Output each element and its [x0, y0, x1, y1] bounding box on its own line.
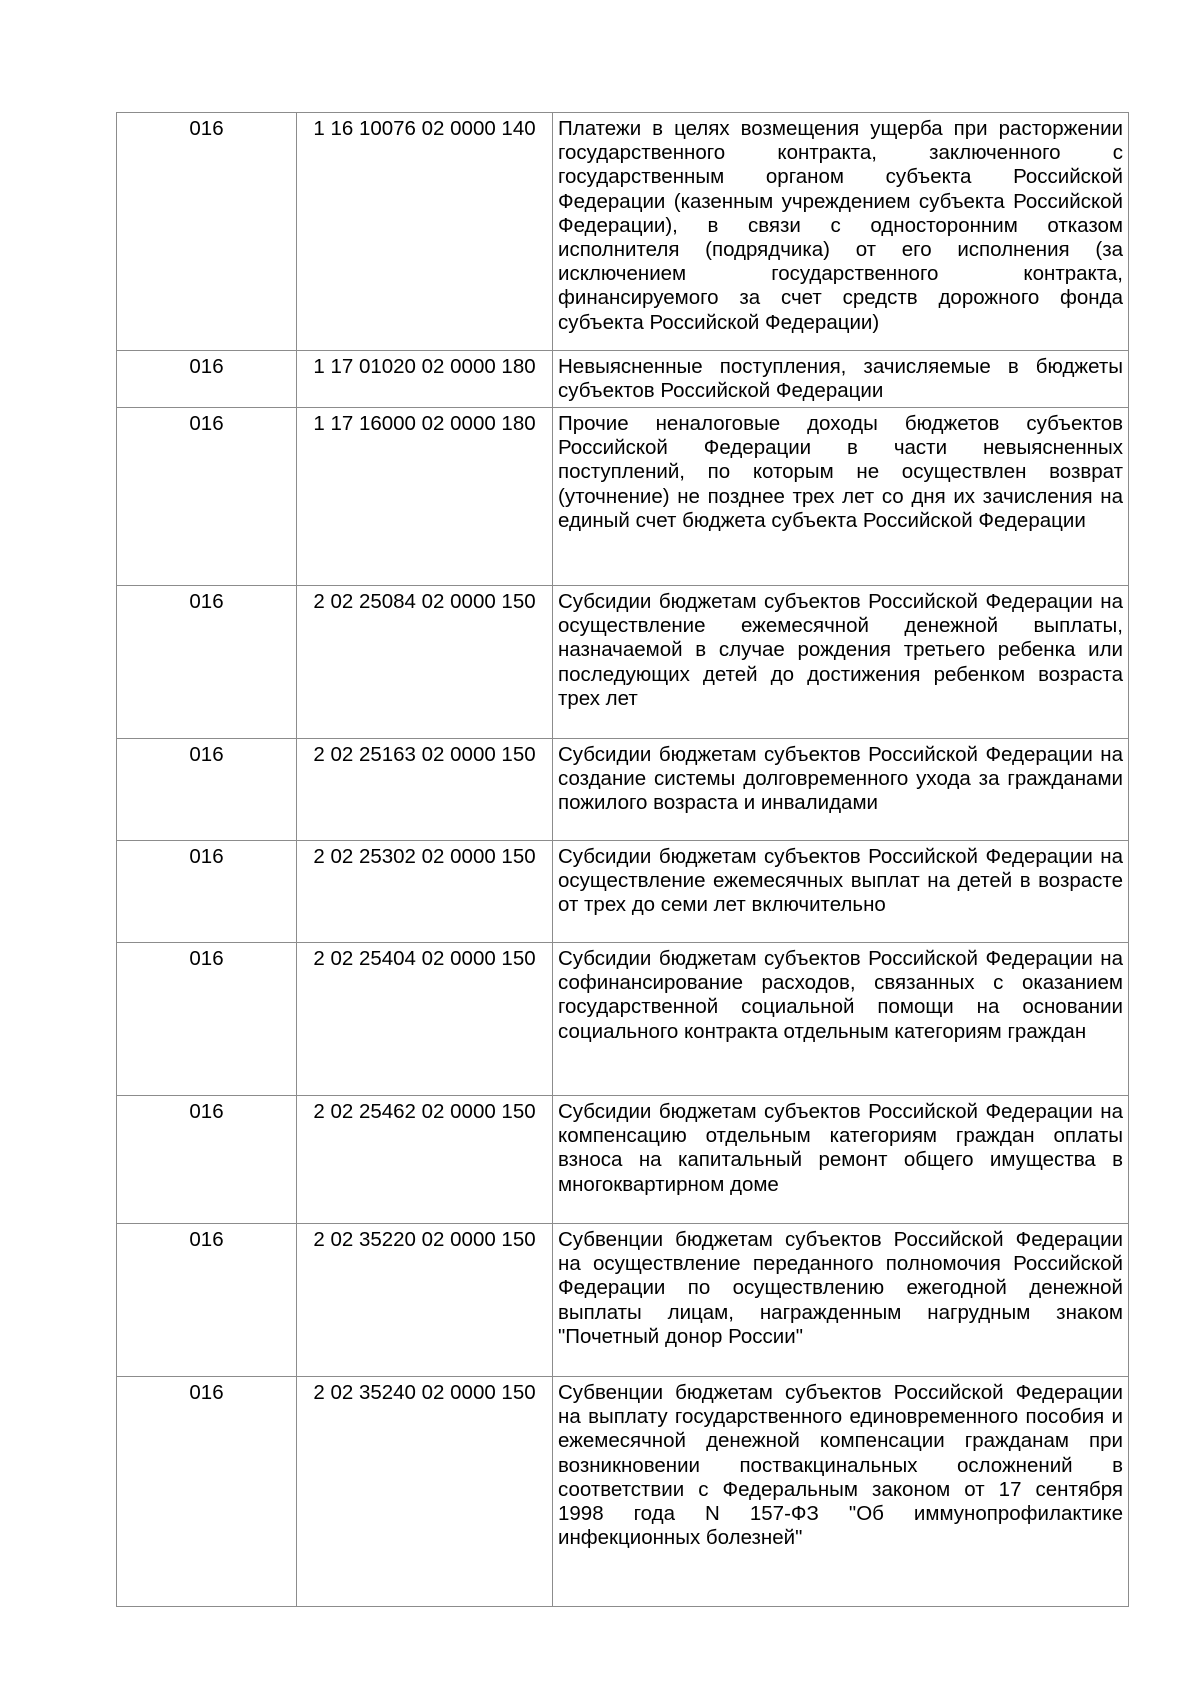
revenue-code-cell: 2 02 25163 02 0000 150 — [297, 739, 553, 841]
revenue-code-cell: 2 02 25302 02 0000 150 — [297, 841, 553, 943]
admin-code-cell: 016 — [117, 351, 297, 408]
revenue-code-cell: 1 16 10076 02 0000 140 — [297, 113, 553, 351]
revenue-code-cell: 2 02 35220 02 0000 150 — [297, 1224, 553, 1377]
revenue-codes-table — [116, 112, 1129, 1607]
admin-code-cell: 016 — [117, 1224, 297, 1377]
admin-code-cell: 016 — [117, 841, 297, 943]
admin-code-cell: 016 — [117, 739, 297, 841]
revenue-code-cell: 1 17 16000 02 0000 180 — [297, 408, 553, 586]
description-cell: Платежи в целях возмещения ущерба при расторжении государственного контракта, заключенного с государственным органом субъекта Российской Федерации (казенным учреждением субъекта Российской Федерации), в связи с односторонним отказом исполнителя (подрядчика) от его исполнения (за исключением государственного контракта, финансируемого за счет средств дорожного фонда субъекта Российской Федерации) — [553, 113, 1129, 351]
description-cell: Субсидии бюджетам субъектов Российской Федерации на создание системы долговременного ухода за гражданами пожилого возраста и инвалидами — [553, 739, 1129, 841]
admin-code-cell: 016 — [117, 408, 297, 586]
revenue-code-cell: 1 17 01020 02 0000 180 — [297, 351, 553, 408]
table-row — [117, 841, 1129, 943]
description-cell: Субвенции бюджетам субъектов Российской Федерации на выплату государственного единовременного пособия и ежемесячной денежной компенсации гражданам при возникновении поствакцинальных осложнений в соответствии с Федеральным законом от 17 сентября 1998 года N 157-ФЗ "Об иммунопрофилактике инфекционных болезней" — [553, 1377, 1129, 1607]
admin-code-cell: 016 — [117, 113, 297, 351]
table-row — [117, 1224, 1129, 1377]
description-cell: Субсидии бюджетам субъектов Российской Федерации на осуществление ежемесячных выплат на детей в возрасте от трех до семи лет включительно — [553, 841, 1129, 943]
admin-code-cell: 016 — [117, 1377, 297, 1607]
description-cell: Субсидии бюджетам субъектов Российской Федерации на компенсацию отдельным категориям граждан оплаты взноса на капитальный ремонт общего имущества в многоквартирном доме — [553, 1096, 1129, 1224]
table-row — [117, 1377, 1129, 1607]
admin-code-cell: 016 — [117, 586, 297, 739]
table-row — [117, 586, 1129, 739]
revenue-code-cell: 2 02 35240 02 0000 150 — [297, 1377, 553, 1607]
admin-code-cell: 016 — [117, 1096, 297, 1224]
table-row — [117, 1096, 1129, 1224]
admin-code-cell: 016 — [117, 943, 297, 1096]
revenue-code-cell: 2 02 25404 02 0000 150 — [297, 943, 553, 1096]
revenue-code-cell: 2 02 25462 02 0000 150 — [297, 1096, 553, 1224]
description-cell: Субвенции бюджетам субъектов Российской Федерации на осуществление переданного полномочия Российской Федерации по осуществлению ежегодной денежной выплаты лицам, награжденным нагрудным знаком "Почетный донор России" — [553, 1224, 1129, 1377]
table-row — [117, 113, 1129, 351]
description-cell: Невыясненные поступления, зачисляемые в бюджеты субъектов Российской Федерации — [553, 351, 1129, 408]
description-cell: Прочие неналоговые доходы бюджетов субъектов Российской Федерации в части невыясненных поступлений, по которым не осуществлен возврат (уточнение) не позднее трех лет со дня их зачисления на единый счет бюджета субъекта Российской Федерации — [553, 408, 1129, 586]
description-cell: Субсидии бюджетам субъектов Российской Федерации на осуществление ежемесячной денежной выплаты, назначаемой в случае рождения третьего ребенка или последующих детей до достижения ребенком возраста трех лет — [553, 586, 1129, 739]
revenue-code-cell: 2 02 25084 02 0000 150 — [297, 586, 553, 739]
table-row — [117, 943, 1129, 1096]
table-row — [117, 351, 1129, 408]
table-row — [117, 408, 1129, 586]
table-row — [117, 739, 1129, 841]
description-cell: Субсидии бюджетам субъектов Российской Федерации на софинансирование расходов, связанных с оказанием государственной социальной помощи на основании социального контракта отдельным категориям граждан — [553, 943, 1129, 1096]
